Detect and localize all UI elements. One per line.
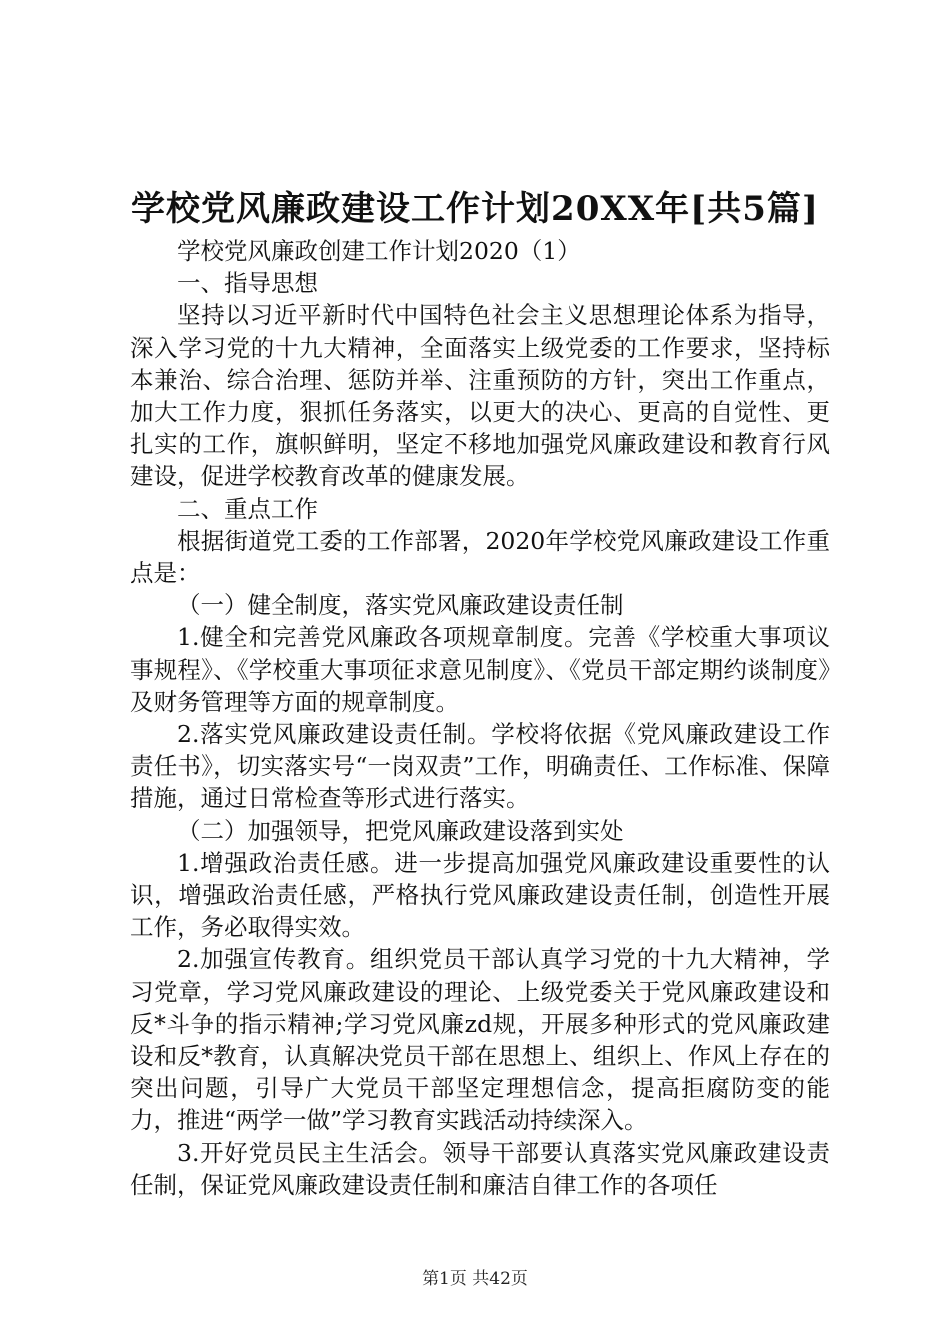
page-number-footer: 第1页 共42页 — [422, 1269, 528, 1289]
paragraph-item-2-3: 3.开好党员民主生活会。领导干部要认真落实党风廉政建设责任制，保证党风廉政建设责任制和廉洁自律工作的各项任 — [130, 1138, 830, 1199]
paragraph-item-1-2: 2.落实党风廉政建设责任制。学校将依据《党风廉政建设工作责任书》，切实落实号“一岗双责”工作，明确责任、工作标准、保障措施，通过日常检查等形式进行落实。 — [130, 720, 830, 813]
paragraph-key-work-intro: 根据街道党工委的工作部署，2020年学校党风廉政建设工作重点是： — [130, 526, 830, 588]
heading-guiding-ideology: 一、指导思想 — [177, 269, 318, 298]
subheading-improve-system: （一）健全制度，落实党风廉政建设责任制 — [177, 591, 624, 620]
paragraph-guiding-ideology: 坚持以习近平新时代中国特色社会主义思想理论体系为指导，深入学习党的十九大精神，全面落实上级党委的工作要求，坚持标本兼治、综合治理、惩防并举、注重预防的方针，突出工作重点，加大工作力度，狠抓任务落实，以更大的决心、更高的自觉性、更扎实的工作，旗帜鲜明，坚定不移地加强党风廉政建设和教育行风建设，促进学校教育改革的健康发展。 — [130, 301, 830, 491]
paragraph-item-2-1: 1.增强政治责任感。进一步提高加强党风廉政建设重要性的认识，增强政治责任感，严格执行党风廉政建设责任制，创造性开展工作，务必取得实效。 — [130, 848, 830, 942]
paragraph-item-2-2: 2.加强宣传教育。组织党员干部认真学习党的十九大精神，学习党章，学习党风廉政建设的理论、上级党委关于党风廉政建设和反*斗争的指示精神;学习党风廉zd规，开展多种形式的党风廉政建设和反*教育，认真解决党员干部在思想上、组织上、作风上存在的突出问题，引导广大党员干部坚定理想信念，提高拒腐防变的能力，推进“两学一做”学习教育实践活动持续深入。 — [130, 945, 830, 1135]
paragraph-item-1-1: 1.健全和完善党风廉政各项规章制度。完善《学校重大事项议事规程》、《学校重大事项征求意见制度》、《党员干部定期约谈制度》及财务管理等方面的规章制度。 — [130, 623, 830, 716]
document-body — [130, 235, 830, 1201]
document-title: 学校党风廉政建设工作计划20XX年[共5篇] — [131, 189, 819, 229]
heading-key-work: 二、重点工作 — [177, 494, 318, 523]
paragraph-plan-subtitle: 学校党风廉政创建工作计划2020（1） — [177, 237, 581, 265]
subheading-strengthen-leadership: （二）加强领导，把党风廉政建设落到实处 — [177, 816, 624, 845]
